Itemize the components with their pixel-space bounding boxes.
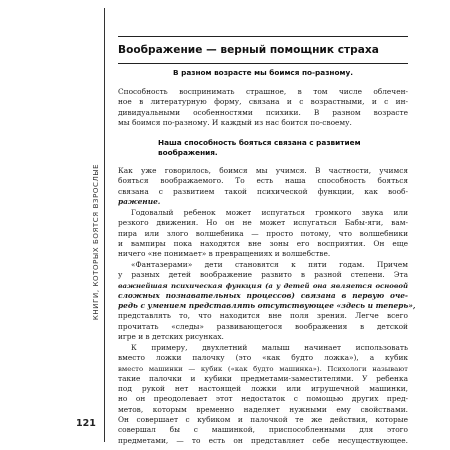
running-head: КНИГИ, КОТОРЫХ БОЯТСЯ ВЗРОСЛЫЕ [92,163,100,321]
margin-rule [104,8,105,442]
paragraph-line: редь с умением представлять отсутствующее «здесь и теперь», [118,301,416,311]
paragraph-line: связана с развитием такой психической функции, как вооб- [118,186,408,196]
paragraph-line: «Фантазерами» дети становятся к пяти годам. Причем [131,260,408,269]
paragraph-line: бояться воображаемого. То есть наша способность бояться [118,176,408,186]
paragraph-5 [118,343,408,446]
paragraph-line: К примеру, двухлетний малыш начинает использовать [131,343,408,352]
paragraph-line: ничего «не понимает» в превращениях и волшебстве. [118,249,331,259]
paragraph-line: дивидуальными особенностями психики. В разном возрасте [118,107,408,117]
paragraph-line: под рукой нет настоящей ложки или игрушечной машинки, [118,384,408,394]
paragraph-line: вместо ложки палочку (это «как будто ложка»), а кубик [118,353,408,363]
paragraph-line: Годовалый ребенок может испугаться громкого звука или [131,208,408,217]
paragraph-line: сложных познавательных процессов) связана в первую оче- [118,290,408,300]
chapter-title: Воображение — верный помощник страха [118,44,379,56]
paragraph-line: ражение. [118,196,161,206]
paragraph-line: представлять то, что находится вне поля зрения. Легче всего [118,311,408,321]
paragraph-line: Способность воспринимать страшное, в том числе облечен- [118,87,408,96]
highlighted-subheading [158,138,378,159]
paragraph-line: игре и в детских рисунках. [118,332,224,342]
paragraph-line: у разных детей воображение развито в разной степени. Эта [118,270,408,280]
paragraph-3 [118,208,408,259]
subheading-line: Наша способность бояться связана с развитием [158,138,361,147]
paragraph-line: метов, которым временно наделяет нужными ему свойствами. [118,404,408,414]
paragraph-line: Как уже говорилось, боимся мы учимся. В частности, учимся [118,166,408,175]
paragraph-line: ное в литературную форму, связана и с возрастными, и с ин- [118,97,408,107]
paragraph-line: важнейшая психическая функция (а у детей она является основой [118,281,408,290]
paragraph-line: мы боимся по-разному. И каждый из нас боится по-своему. [118,117,352,127]
paragraph-line: резкого движения. Но он не может испугаться Бабы-яги, вам- [118,218,408,228]
chapter-title-bar [118,36,408,64]
paragraph-line: вместо машинки — кубик («как будто машинка»). Психологи называют [118,364,408,373]
paragraph-line: Он совершает с кубиком и палочкой те же действия, которые [118,415,408,425]
paragraph-1 [118,87,408,128]
page-number: 121 [76,418,96,429]
paragraph-2 [118,166,408,207]
section-heading: В разном возрасте мы боимся по-разному. [173,68,353,77]
paragraph-line: пира или злого волшебника — просто потому, что волшебники [118,228,408,238]
paragraph-line: такие палочки и кубики предметами-заместителями. У ребенка [118,373,408,383]
paragraph-line: прочитать «следы» развивающегося воображения в детской [118,321,408,331]
paragraph-line: предметами, — то есть он представляет себе несуществующее. [118,435,408,445]
subheading-line: воображения. [158,148,218,158]
paragraph-line: совершал бы с машинкой, приспособленными для этого [118,425,408,435]
paragraph-4 [118,260,416,342]
paragraph-line: но он преодолевает этот недостаток с помощью других пред- [118,394,408,404]
paragraph-line: и вампиры пока находятся вне зоны его восприятия. Он еще [118,238,408,248]
